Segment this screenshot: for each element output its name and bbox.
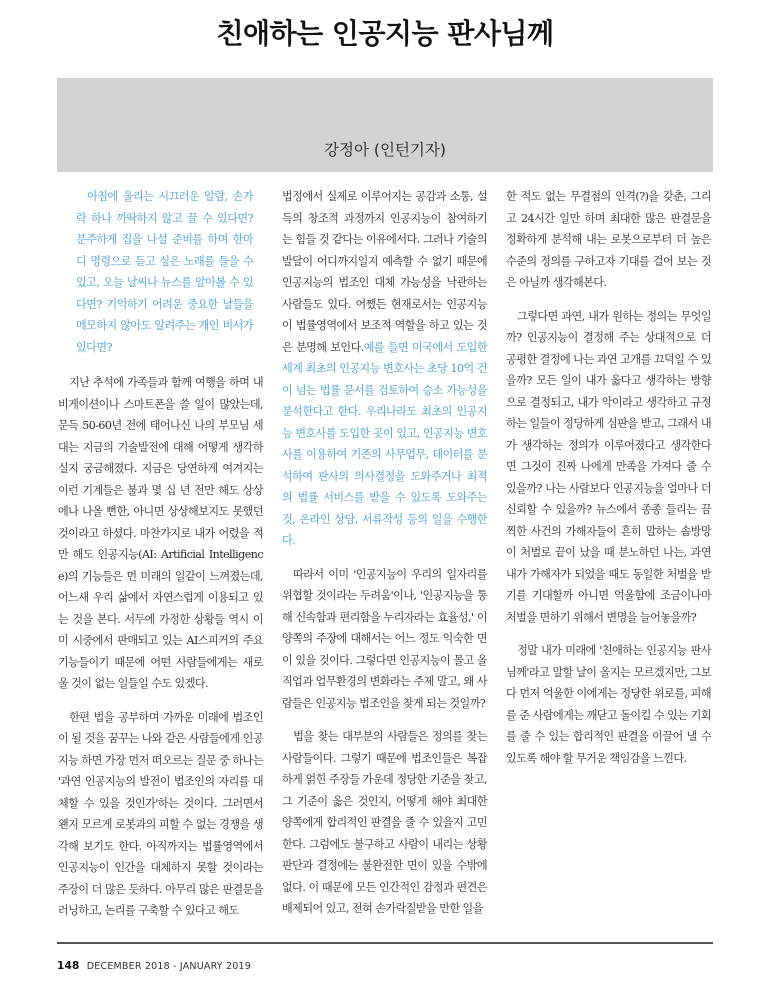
paragraph-2-cont bbox=[282, 186, 487, 552]
column-3 bbox=[506, 186, 711, 781]
paragraph-2-highlight-cont: 예를 들면 미국에서 도입한 세계 최초의 인공지능 변호사는 초당 10억 건이 넘는 법률 문서를 검토하여 승소 가능성을 분석한다고 한다. 우리나라도 최초의 인공지능 변호사를 도입한 곳이 있고, 인공지능 변호사를 이용하여 기존의 사무업무, 데이터를 분석하여 판사의 의사결정을 도와주거나 최적의 법률 서비스를 받을 수 있도록 도와주는 것, 온라인 상담, 서류작성 등의 일을 수행한다. bbox=[282, 340, 487, 547]
paragraph-4-cont: 한 적도 없는 무결점의 인격(?)을 갖춘, 그리고 24시간 일만 하며 최대한 많은 판결문을 정확하게 분석해 내는 로봇으로부터 더 높은 수준의 정의를 구하고자 기대를 걸어 보는 것은 아닐까 생각해본다. bbox=[506, 190, 711, 289]
paragraph-6: 정말 내가 미래에 '친애하는 인공지능 판사님께'라고 말할 날이 올지는 모르겠지만, 그보다 먼저 억울한 이에게는 정당한 위로를, 피해를 준 사람에게는 깨닫고 돌이킬 수 있는 기회를 줄 수 있는 합리적인 판결을 이끌어 낼 수 있도록 해야 할 무거운 책임감을 느낀다. bbox=[506, 644, 711, 765]
paragraph-2 bbox=[58, 707, 263, 922]
article-title: 친애하는 인공지능 판사님께 bbox=[216, 17, 554, 50]
footer-rule bbox=[57, 942, 713, 944]
article-byline: 강정아 (인턴기자) bbox=[324, 141, 446, 159]
folio bbox=[57, 960, 251, 972]
paragraph-5: 그렇다면 과연, 내가 원하는 정의는 무엇일까? 인공지능이 결정해 주는 상대적으로 더 공평한 결정에 나는 과연 고개를 끄덕일 수 있을까? 모든 일이 내가 옳다고 생각하는 방향으로 결정되고, 내가 악이라고 생각하고 규정하는 일들이 정당하게 심판을 받고, 그래서 내가 생각하는 정의가 이루어졌다고 생각한다면 그것이 진짜 나에게 만족을 가져다 줄 수 있을까? 나는 사람보다 인공지능을 얼마나 더 신뢰할 수 있을까? 뉴스에서 종종 들리는 끔찍한 사건의 가해자들이 흔히 말하는 솜방망이 처벌로 끝이 났을 때 분노하던 나는, 과연 내가 가해자가 되었을 때도 동일한 처벌을 받기를 기대할까 아니면 억울함에 조금이나마 처벌을 면하기 위해서 변명을 늘어놓을까? bbox=[506, 309, 711, 624]
paragraph-2-text: 한편 법을 공부하며 가까운 미래에 법조인이 될 것을 꿈꾸는 나와 같은 사람들에게 인공지능 하면 가장 먼저 떠오르는 질문 중 하나는 '과연 인공지능의 발전이 법조인의 자리를 대체할 수 있을 것인가'하는 것이다. 그러면서 왠지 모르게 로봇과의 피할 수 없는 경쟁을 생각해 보기도 한다. 아직까지는 법률영역에서 인공지능이 인간을 대체하지 못할 것이라는 주장이 더 많은 듯하다. 아무리 많은 판결문을 러닝하고, 논리를 구축할 수 있다고 해도 bbox=[58, 710, 263, 917]
page-number: 148 bbox=[57, 960, 80, 972]
paragraph-2-text-cont: 법정에서 실제로 이루어지는 공감과 소통, 설득의 창조적 과정까지 인공지능이 참여하기는 힘들 것 같다는 이유에서다. 그러나 기술의 발달이 어디까지일지 예측할 수 없기 때문에 인공지능의 법조인 대체 가능성을 낙관하는 사람들도 있다. 어쨌든 현재로서는 인공지능이 법률영역에서 보조적 역할을 하고 있는 것은 분명해 보인다. bbox=[282, 190, 487, 354]
paragraph-3: 따라서 이미 '인공지능이 우리의 일자리를 위협할 것이라는 두려움'이나, '인공지능을 통해 신속함과 편리함을 누리자라는 효율성,' 이 양쪽의 주장에 대해서는 어느 정도 익숙한 면이 있을 것이다. 그렇다면 인공지능이 몰고 올 직업과 업무환경의 변화라는 주제 말고, 왜 사람들은 인공지능 법조인을 찾게 되는 것일까? bbox=[282, 567, 487, 710]
column-2 bbox=[282, 186, 487, 932]
issue-date: DECEMBER 2018 - JANUARY 2019 bbox=[86, 961, 251, 972]
paragraph-4: 법을 찾는 대부분의 사람들은 정의를 찾는 사람들이다. 그렇기 때문에 법조인들은 복잡하게 얽힌 주장들 가운데 정당한 기준을 찾고, 그 기준이 옳은 것인지, 어떻게 해야 최대한 양쪽에게 합리적인 판결을 줄 수 있을지 고민한다. 그럼에도 불구하고 사람이 내리는 상황판단과 결정에는 불완전한 면이 있을 수밖에 없다. 이 때문에 모든 인간적인 감정과 편견은 배제되어 있고, 전혀 손가락질받을 만한 일을 bbox=[282, 730, 487, 915]
column-1 bbox=[58, 186, 263, 934]
paragraph-1: 지난 추석에 가족들과 함께 여행을 하며 내비게이션이나 스마트폰을 쓸 일이 많았는데, 문득 50-60년 전에 태어나신 나의 부모님 세대는 지금의 기술발전에 대해 어떻게 생각하실지 궁금해졌다. 지금은 당연하게 여겨지는 이런 기계들은 불과 몇 십 년 전만 해도 상상에나 나올 뻔한, 아니면 상상해보지도 못했던 것이라고 하셨다. 마찬가지로 내가 어렸을 적만 해도 인공지능(AI: Artificial Intelligence)의 기능들은 먼 미래의 일같이 느껴졌는데, 어느새 우리 삶에서 자연스럽게 이용되고 있는 것을 본다. 서두에 가정한 상황들 역시 이미 시중에서 판매되고 있는 AI스피커의 주요 기능들이기 때문에 어떤 사람들에게는 새로울 것이 없는 일들일 수도 있겠다. bbox=[58, 376, 263, 690]
article-lead: 아침에 울리는 시끄러운 알람, 손가락 하나 까딱하지 않고 끌 수 있다면? 분주하게 집을 나설 준비를 하며 한마디 명령으로 듣고 싶은 노래를 들을 수 있고, 오늘 날씨나 뉴스를 알아볼 수 있다면? 기억하기 어려운 중요한 날들을 메모하지 않아도 알려주는 개인 비서가 있다면? bbox=[76, 190, 253, 354]
